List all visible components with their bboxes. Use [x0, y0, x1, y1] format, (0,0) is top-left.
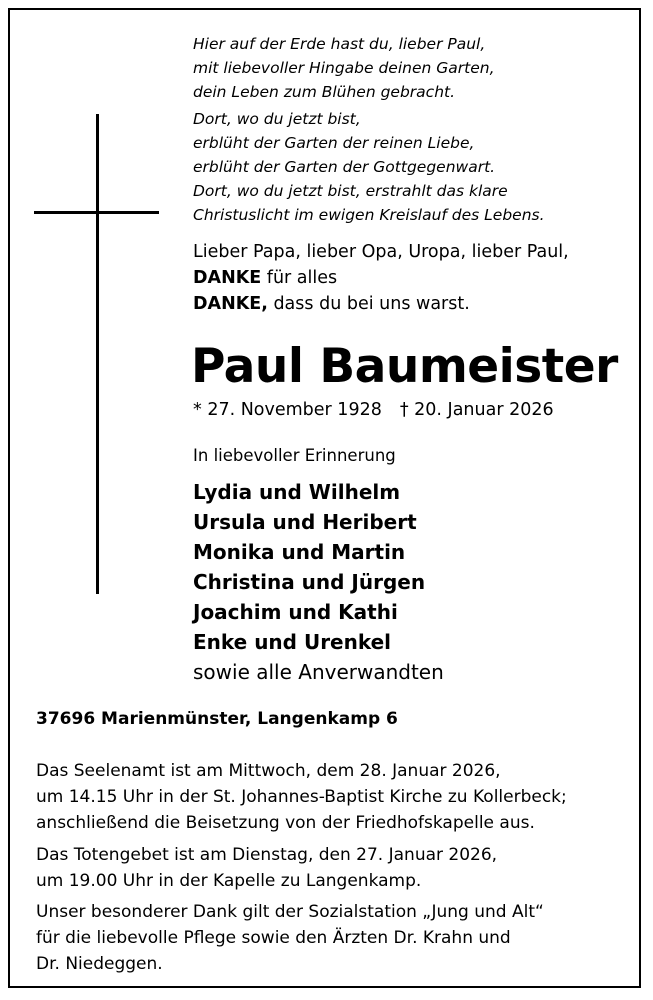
poem-line: Dort, wo du jetzt bist,: [193, 110, 361, 128]
notice-line: Das Seelenamt ist am Mittwoch, dem 28. Januar 2026,: [36, 761, 501, 781]
death-date: † 20. Januar 2026: [399, 400, 554, 420]
mourner-entry: Christina und Jürgen: [193, 570, 426, 594]
thanks-line-2: [193, 265, 569, 291]
notice-line: Dr. Niedeggen.: [36, 954, 163, 974]
poem-line: Hier auf der Erde hast du, lieber Paul,: [193, 35, 486, 53]
memory-label: In liebevoller Erinnerung: [193, 446, 396, 465]
poem-stanza-1: [193, 32, 613, 104]
prayer-notice: [36, 842, 497, 894]
notice-line: Das Totengebet ist am Dienstag, den 27. Januar 2026,: [36, 845, 498, 865]
requiem-notice: [36, 758, 567, 836]
mourner-entry: Joachim und Kathi: [193, 600, 398, 624]
cross-vertical-bar: [96, 114, 99, 594]
thanks-bold: DANKE,: [193, 294, 268, 314]
mourners-list: [193, 477, 425, 657]
poem-line: dein Leben zum Blühen gebracht.: [193, 83, 456, 101]
deceased-name: Paul Baumeister: [191, 339, 618, 394]
notice-line: um 19.00 Uhr in der Kapelle zu Langenkamp.: [36, 871, 422, 891]
notice-line: um 14.15 Uhr in der St. Johannes-Baptist Kirche zu Kollerbeck;: [36, 787, 567, 807]
thanks-block: [193, 239, 569, 317]
mourner-entry: Ursula und Heribert: [193, 510, 417, 534]
poem-line: Dort, wo du jetzt bist, erstrahlt das klare: [193, 182, 508, 200]
family-address: 37696 Marienmünster, Langenkamp 6: [36, 709, 398, 729]
gratitude-notice: [36, 899, 544, 977]
notice-line: anschließend die Beisetzung von der Friedhofskapelle aus.: [36, 813, 535, 833]
poem-stanza-2: [193, 107, 613, 227]
thanks-text: für alles: [261, 268, 338, 288]
poem-line: erblüht der Garten der reinen Liebe,: [193, 134, 475, 152]
mourner-entry: Monika und Martin: [193, 540, 406, 564]
poem-line: Christuslicht im ewigen Kreislauf des Lebens.: [193, 206, 545, 224]
notice-line: Unser besonderer Dank gilt der Sozialstation „Jung und Alt“: [36, 902, 544, 922]
birth-date: * 27. November 1928: [193, 400, 382, 420]
thanks-line-1: Lieber Papa, lieber Opa, Uropa, lieber Paul,: [193, 242, 569, 262]
cross-horizontal-bar: [34, 211, 159, 214]
thanks-bold: DANKE: [193, 268, 262, 288]
thanks-text: dass du bei uns warst.: [267, 294, 470, 314]
poem-line: erblüht der Garten der Gottgegenwart.: [193, 158, 496, 176]
poem-line: mit liebevoller Hingabe deinen Garten,: [193, 59, 495, 77]
mourner-entry: Enke und Urenkel: [193, 630, 392, 654]
life-dates: [193, 397, 554, 423]
thanks-line-3: [193, 291, 569, 317]
notice-line: für die liebevolle Pflege sowie den Ärzten Dr. Krahn und: [36, 928, 511, 948]
relatives-line: sowie alle Anverwandten: [193, 660, 444, 684]
mourner-entry: Lydia und Wilhelm: [193, 480, 401, 504]
